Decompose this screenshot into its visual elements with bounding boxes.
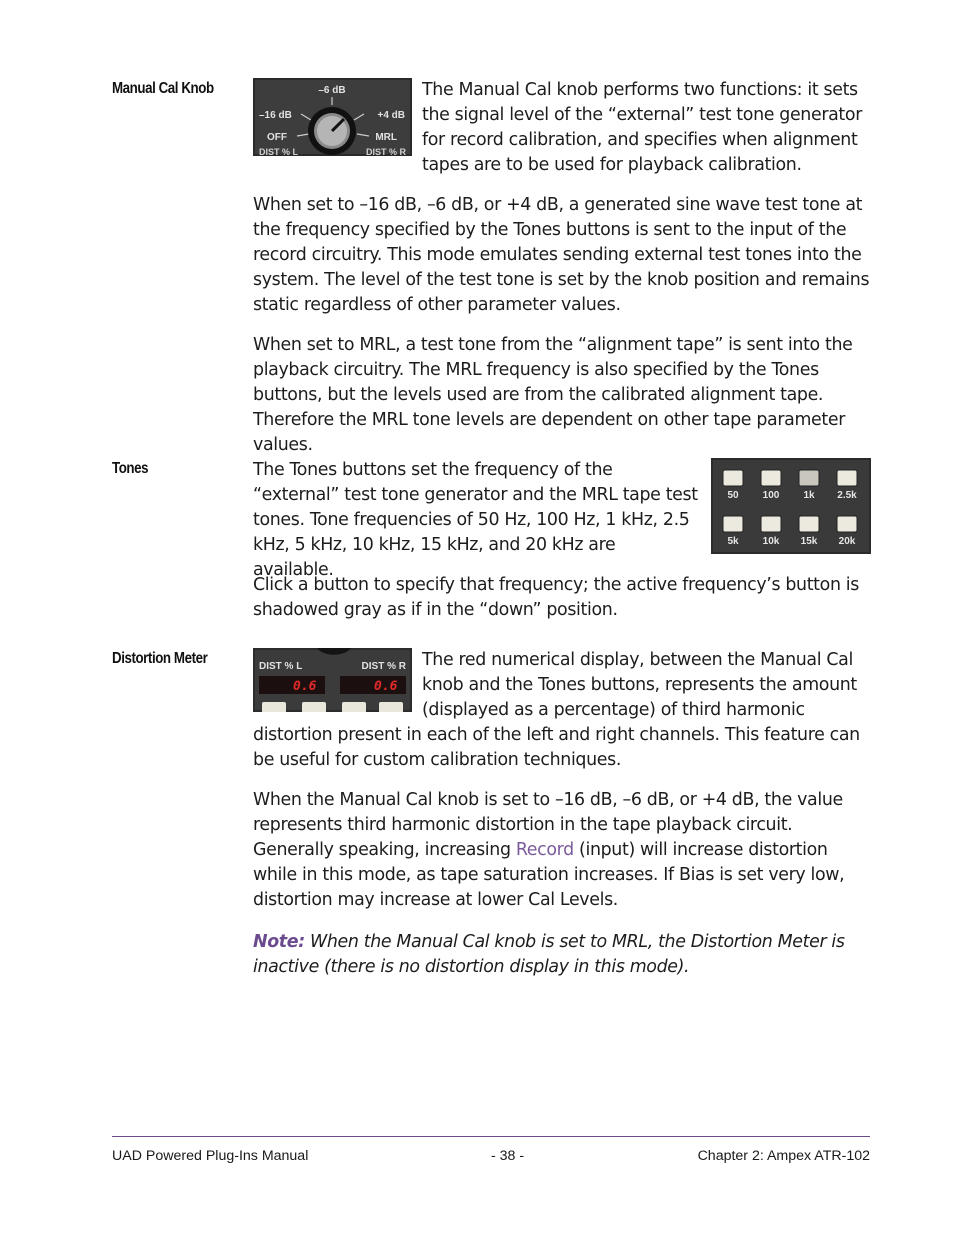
tone-button-2.5k[interactable] bbox=[837, 470, 857, 486]
tone-label-2.5k: 2.5k bbox=[837, 490, 857, 501]
meter-dist-r-label: DIST % R bbox=[361, 661, 406, 672]
tones-buttons-image bbox=[711, 458, 871, 554]
manual-cal-heading: Manual Cal Knob bbox=[112, 80, 214, 97]
knob-top-label: –6 dB bbox=[318, 85, 346, 96]
footer-rule bbox=[112, 1136, 870, 1137]
meter-value-right: 0.6 bbox=[374, 679, 398, 694]
distortion-heading: Distortion Meter bbox=[112, 650, 208, 667]
tone-button-1k[interactable] bbox=[799, 470, 819, 486]
tones-heading: Tones bbox=[112, 460, 149, 477]
tone-label-20k: 20k bbox=[838, 536, 856, 547]
tone-label-5k: 5k bbox=[727, 536, 739, 547]
footer-left: UAD Powered Plug-Ins Manual bbox=[112, 1148, 309, 1164]
manual-cal-knob-image bbox=[253, 78, 412, 156]
tone-label-10k: 10k bbox=[762, 536, 780, 547]
distortion-block bbox=[253, 648, 871, 773]
distortion-meter-image bbox=[253, 648, 412, 712]
manual-cal-block bbox=[253, 78, 871, 178]
knob-dist-r-label: DIST % R bbox=[365, 147, 406, 156]
distortion-para-1: The red numerical display, between the Manual Cal knob and the Tones buttons, represents the amount (displayed as a percentage) of third harmonic distortion present in each of the left and right channels. This feature can be useful for custom calibration techniques. bbox=[253, 650, 860, 770]
tones-block bbox=[253, 458, 871, 583]
knob-mrl-label: MRL bbox=[375, 132, 397, 143]
meter-dist-l-label: DIST % L bbox=[259, 661, 303, 672]
tone-button-50[interactable] bbox=[723, 470, 743, 486]
tones-para-1: The Tones buttons set the frequency of the “external” test tone generator and the MRL tape test tones. Tone frequencies of 50 Hz, 100 Hz, 1 kHz, 2.5 kHz, 5 kHz, 10 kHz, 15 kHz, and 20 kHz are available. bbox=[253, 460, 698, 580]
tone-label-100: 100 bbox=[762, 490, 780, 501]
tone-button-20k[interactable] bbox=[837, 516, 857, 532]
tone-button-15k[interactable] bbox=[799, 516, 819, 532]
tone-button-5k[interactable] bbox=[723, 516, 743, 532]
manual-cal-para-3: When set to MRL, a test tone from the “alignment tape” is sent into the playback circuitry. The MRL frequency is also specified by the Tones buttons, but the levels used are from the calibrated alignment tape. Therefore the MRL tone levels are dependent on other tape parameter values. bbox=[253, 335, 853, 455]
tone-label-1k: 1k bbox=[803, 490, 815, 501]
note-block bbox=[253, 930, 871, 980]
tones-para-2: Click a button to specify that frequency; the active frequency’s button is shadowed gray as if in the “down” position. bbox=[253, 575, 859, 620]
manual-cal-para-1: The Manual Cal knob performs two functions: it sets the signal level of the “external” test tone generator for record calibration, and specifies when alignment tapes are to be used for playback calibration. bbox=[422, 80, 862, 175]
tone-button-10k[interactable] bbox=[761, 516, 781, 532]
note-paragraph bbox=[253, 930, 871, 980]
note-label: Note: bbox=[253, 932, 305, 952]
footer-right: Chapter 2: Ampex ATR-102 bbox=[697, 1148, 870, 1164]
distortion-para-2 bbox=[253, 788, 871, 913]
tone-label-50: 50 bbox=[727, 490, 739, 501]
footer-page-number: - 38 - bbox=[491, 1148, 525, 1164]
distortion-para-2-end: (input) will increase distortion while in this mode, as tape saturation increases. If Bias is set very low, distortion may increase at lower Cal Levels. bbox=[253, 840, 845, 910]
manual-cal-para-2-block bbox=[253, 193, 871, 318]
tone-button-100[interactable] bbox=[761, 470, 781, 486]
knob-dist-l-label: DIST % L bbox=[259, 147, 299, 156]
knob-off-label: OFF bbox=[267, 132, 287, 143]
meter-value-left: 0.6 bbox=[293, 679, 317, 694]
tones-para-2-block bbox=[253, 573, 871, 623]
distortion-para-2-start: When the Manual Cal knob is set to –16 dB, –6 dB, or +4 dB, the value represents third harmonic distortion in the tape playback circuit. Generally speaking, increasing bbox=[253, 790, 843, 860]
knob-left-label: –16 dB bbox=[259, 110, 292, 121]
manual-cal-para-3-block bbox=[253, 333, 871, 458]
tone-label-15k: 15k bbox=[800, 536, 818, 547]
manual-cal-para-2: When set to –16 dB, –6 dB, or +4 dB, a generated sine wave test tone at the frequency specified by the Tones buttons is sent to the input of the record circuitry. This mode emulates sending external test tones into the system. The level of the test tone is set by the knob position and remains static regardless of other parameter values. bbox=[253, 195, 870, 315]
knob-right-label: +4 dB bbox=[377, 110, 405, 121]
note-text: When the Manual Cal knob is set to MRL, the Distortion Meter is inactive (there is no distortion display in this mode). bbox=[253, 932, 845, 977]
distortion-para-2-block bbox=[253, 788, 871, 913]
record-link[interactable]: Record bbox=[515, 840, 574, 860]
